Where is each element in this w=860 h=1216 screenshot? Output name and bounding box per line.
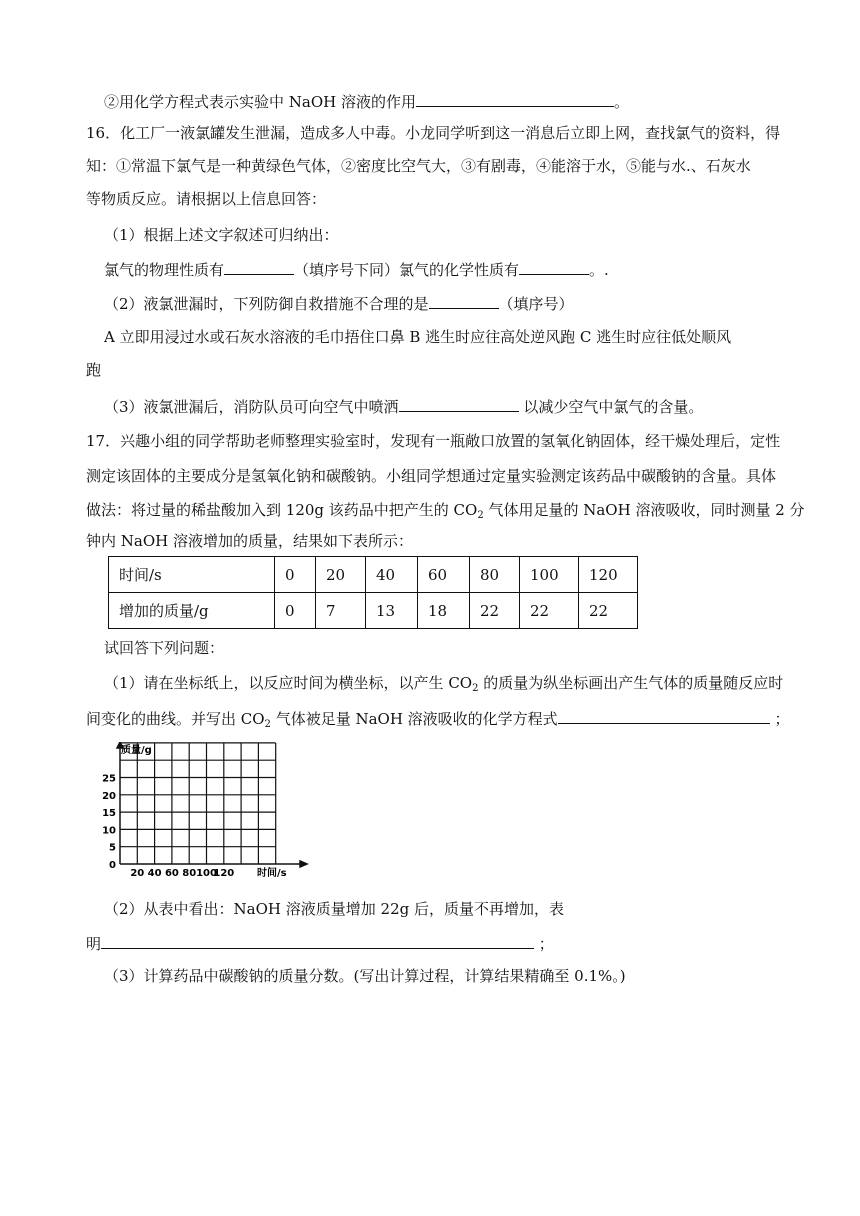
q16-part2-blank[interactable] [429,292,499,309]
q17-stem-line1: 17．兴趣小组的同学帮助老师整理实验室时，发现有一瓶敞口放置的氢氧化钠固体，经干燥处理后，定性 [86,432,781,450]
table-cell: 18 [418,593,470,629]
q16-part1-physical-label: 氯气的物理性质有 [104,261,225,279]
table-row-mass [109,593,638,629]
x-axis-arrow-icon [300,861,307,867]
table-cell: 20 [316,557,366,593]
q17-stem-line2: 测定该固体的主要成分是氢氧化钠和碳酸钠。小组同学想通过定量实验测定该药品中碳酸钠的含量。具体 [86,467,777,485]
q16-options-line1: A 立即用浸过水或石灰水溶液的毛巾捂住口鼻 B 逃生时应往高处逆风跑 C 逃生时应往低处顺风 [104,328,732,346]
q17-part3-line: （3）计算药品中碳酸钠的质量分数。(写出计算过程，计算结果精确至 0.1%。) [104,967,626,985]
table-cell: 0 [275,557,316,593]
q16-stem-line1: 16．化工厂一液氯罐发生泄漏，造成多人中毒。小龙同学听到这一消息后立即上网，查找氯气的资料，得 [86,124,781,142]
table-cell: 40 [366,557,418,593]
graph-y-tick-label: 10 [102,825,116,837]
table-cell: 60 [418,557,470,593]
q16-part3-text: （3）液氯泄漏后，消防队员可向空气中喷洒 [104,398,399,416]
q17-part1-line1-sub: 2 [472,683,479,694]
table-row-time [109,557,638,593]
q16-part1-end: 。. [589,261,609,279]
table-cell: 0 [275,593,316,629]
q17-stem-line3-a: 做法：将过量的稀盐酸加入到 120g 该药品中把产生的 CO [86,501,478,519]
q16-part3-blank[interactable] [399,395,519,412]
q17-stem-line3 [86,500,805,520]
graph-y-tick-label: 25 [102,773,116,785]
q16-physical-blank[interactable] [224,258,294,275]
q16-part1-chemical-label: （填序号下同）氯气的化学性质有 [294,261,520,279]
q17-equation-blank[interactable] [558,707,770,724]
q16-part1-line [104,258,609,280]
graph-y-tick-label: 20 [102,790,116,802]
q17-part2-line2 [86,932,554,954]
q17-data-table [108,556,638,629]
table-cell: 13 [366,593,418,629]
graph-x-tick-label: 20 [130,868,145,879]
q17-answer-intro: 试回答下列问题： [104,639,225,657]
q17-part2-line2-a: 明 [86,935,102,953]
graph-x-axis-label: 时间/s [257,868,287,879]
graph-y-axis-label: 质量/g [121,745,152,756]
table-header-time: 时间/s [109,557,275,593]
q17-stem-line3-b: 气体用足量的 NaOH 溶液吸收，同时测量 2 分 [483,501,805,519]
table-cell: 100 [520,557,579,593]
graph-x-tick-label: 100 [196,868,217,879]
q17-part2-blank[interactable] [101,932,534,949]
q16-stem-line2: 知：①常温下氯气是一种黄绿色气体，②密度比空气大，③有剧毒，④能溶于水，⑤能与水.、石灰水 [86,157,751,175]
q17-part2-line1: （2）从表中看出：NaOH 溶液质量增加 22g 后，质量不再增加，表 [104,900,564,918]
q16-chemical-blank[interactable] [519,258,589,275]
graph-x-tick-label: 120 [213,868,235,879]
q15-part2-answer-blank[interactable] [416,90,614,107]
table-header-mass: 增加的质量/g [109,593,275,629]
graph-x-tick-label: 60 [164,868,179,879]
q16-part1-title: （1）根据上述文字叙述可归纳出： [104,226,339,244]
table-cell: 22 [579,593,638,629]
graph-x-tick-label: 40 [147,868,162,879]
graph-y-tick-label: 0 [109,860,116,871]
q17-part1-line2-end: ； [769,710,790,728]
q17-part1-line2 [86,707,789,729]
graph-x-tick-label: 80 [182,868,197,879]
table-cell: 22 [520,593,579,629]
q16-part2-line [104,292,574,314]
q17-graph-paper[interactable] [100,742,315,882]
q17-part1-line1-a: （1）请在坐标纸上，以反应时间为横坐标，以产生 CO [104,674,473,692]
table-cell: 7 [316,593,366,629]
q16-part2-end: （填序号） [498,295,574,313]
q16-options-line2: 跑 [86,361,102,379]
q17-stem-line4: 钟内 NaOH 溶液增加的质量，结果如下表所示： [86,532,413,550]
q17-part1-line2-a: 间变化的曲线。并写出 CO [86,710,265,728]
graph-y-tick-label: 15 [102,808,116,820]
q16-part3-line [104,395,703,417]
q17-stem-line3-sub: 2 [477,510,484,521]
q16-part2-text: （2）液氯泄漏时，下列防御自救措施不合理的是 [104,295,429,313]
q15-part2-end: 。 [613,93,629,111]
table-cell: 22 [470,593,520,629]
q17-part1-line1-b: 的质量为纵坐标画出产生气体的质量随反应时 [478,674,784,692]
q17-part1-line1 [104,673,783,693]
q16-part3-end: 以减少空气中氯气的含量。 [518,398,704,416]
table-cell: 80 [470,557,520,593]
graph-y-tick-label: 5 [109,842,116,854]
table-cell: 120 [579,557,638,593]
q15-part2-line [104,90,629,112]
q15-part2-text: ②用化学方程式表示实验中 NaOH 溶液的作用 [104,93,416,111]
q17-part1-line2-b: 气体被足量 NaOH 溶液吸收的化学方程式 [270,710,558,728]
q17-part1-line2-sub: 2 [264,719,271,730]
q17-part2-line2-end: ； [534,935,554,953]
q16-stem-line3: 等物质反应。请根据以上信息回答： [86,190,327,208]
